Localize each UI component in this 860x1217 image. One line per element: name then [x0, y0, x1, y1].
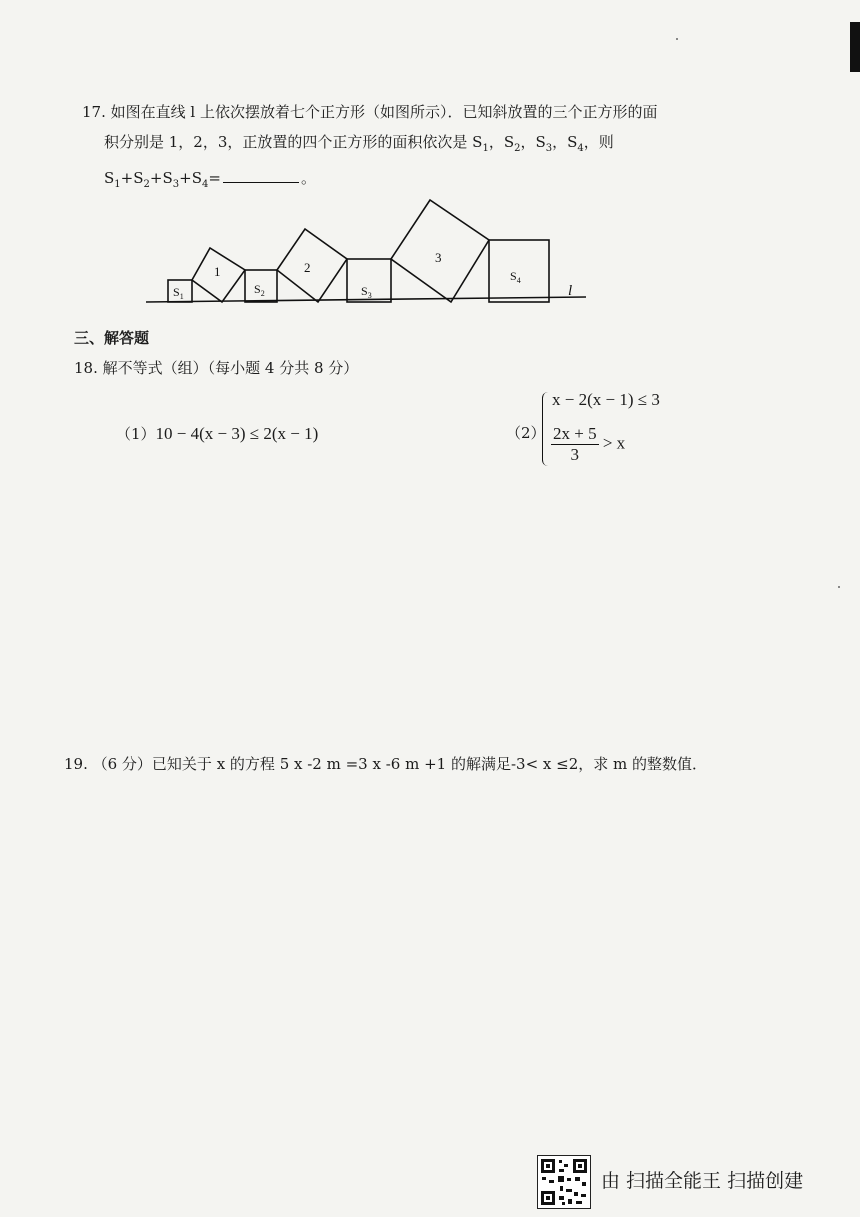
q17-line-3: $S_1+S_2+S_3+S_4=$ 。 — [104, 169, 316, 190]
q18-part2-label: （2） — [506, 424, 546, 442]
scanner-credit: 由 扫描全能王 扫描创建 — [601, 1170, 804, 1192]
tilted-label-2: 2 — [304, 260, 311, 275]
label-s2: $S_2$ — [254, 282, 265, 298]
squares-figure — [0, 0, 860, 320]
tilted-label-3: 3 — [435, 250, 442, 265]
label-s4: $S_4$ — [510, 269, 521, 285]
tilted-label-1: 1 — [214, 264, 221, 279]
qr-code-icon — [537, 1155, 591, 1209]
square-s4 — [489, 240, 549, 302]
q17-line-2: 积分别是 1，2，3，正放置的四个正方形的面积依次是 $S_1$，$S_2$，$S_3$，$S_4$，则 — [104, 133, 614, 154]
q18-title: 18. 解不等式（组）（每小题 4 分共 8 分） — [74, 359, 359, 377]
system-brace — [542, 392, 551, 466]
q17-line-1: 17. 如图在直线 l 上依次摆放着七个正方形（如图所示）．已知斜放置的三个正方形的面 — [82, 103, 658, 121]
q18-part2-line2: $\frac{2x + 5}{3}$ > x — [553, 424, 626, 464]
label-s1: $S_1$ — [173, 285, 184, 301]
q19-text: 19. （6 分）已知关于 x 的方程 5 x -2 m =3 x -6 m +1 的解满足-3< x ≤2，求 m 的整数值． — [64, 755, 708, 773]
label-s3: $S_3$ — [361, 284, 372, 300]
q18-part1: （1）10 − 4(x − 3) ≤ 2(x − 1) — [116, 424, 319, 443]
tilted-square-2 — [277, 229, 347, 302]
q18-part2-line1: x − 2(x − 1) ≤ 3 — [552, 390, 660, 409]
scan-speck — [838, 586, 840, 588]
line-label: l — [568, 283, 573, 299]
section-title: 三、解答题 — [74, 329, 150, 347]
